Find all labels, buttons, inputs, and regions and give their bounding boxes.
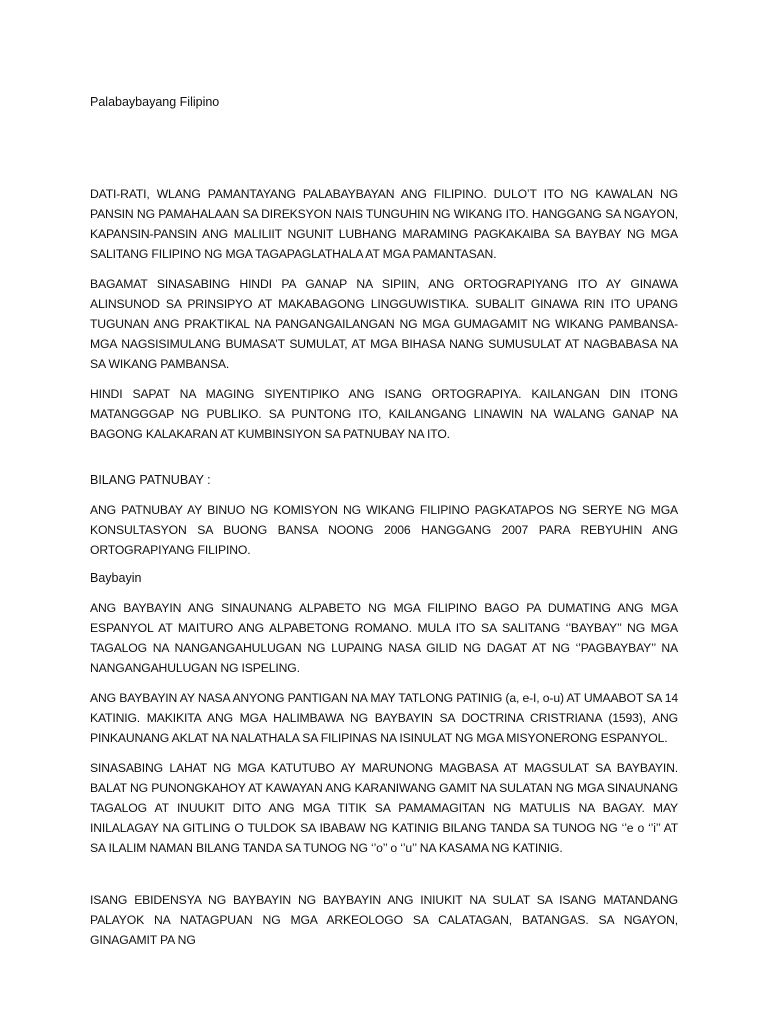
section-heading-bilang-patnubay: BILANG PATNUBAY :	[90, 473, 211, 487]
paragraph-bilang-patnubay: ANG PATNUBAY AY BINUO NG KOMISYON NG WIKANG FILIPINO PAGKATAPOS NG SERYE NG MGA KONSULTASYON SA BUONG BANSA NOONG 2006 HANGGANG 2007 PARA REBYUHIN ANG ORTOGRAPIYANG FILIPINO.	[90, 503, 678, 557]
document-content	[90, 94, 678, 950]
paragraph-baybayin-2: ANG BAYBAYIN AY NASA ANYONG PANTIGAN NA MAY TATLONG PATINIG (a, e-I, o-u) AT UMAABOT SA 14 KATINIG. MAKIKITA ANG MGA HALIMBAWA NG BAYBAYIN SA DOCTRINA CRISTRIANA (1593), ANG PINKAUNANG AKLAT NA NALATHALA SA FILIPINAS NA ISINULAT NG MGA MISYONERONG ESPANYOL.	[90, 691, 678, 745]
paragraph-intro-1: DATI-RATI, WLANG PAMANTAYANG PALABAYBAYAN ANG FILIPINO. DULO’T ITO NG KAWALAN NG PANSIN NG PAMAHALAAN SA DIREKSYON NAIS TUNGUHIN NG WIKANG ITO. HANGGANG SA NGAYON, KAPANSIN-PANSIN ANG MALILIIT NGUNIT LUBHANG MARAMING PAGKAKAIBA SA BAYBAY NG MGA SALITANG FILIPINO NG MGA TAGAPAGLATHALA AT MGA PAMANTASAN.	[90, 187, 678, 261]
paragraph-intro-2: BAGAMAT SINASABING HINDI PA GANAP NA SIPIIN, ANG ORTOGRAPIYANG ITO AY GINAWA ALINSUNOD SA PRINSIPYO AT MAKABAGONG LINGGUWISTIKA. SUBALIT GINAWA RIN ITO UPANG TUGUNAN ANG PRAKTIKAL NA PANGANGAILANGAN NG MGA GUMAGAMIT NG WIKANG PAMBANSA- MGA NAGSISIMULANG BUMASA’T SUMULAT, AT MGA BIHASA NANG SUMUSULAT AT NAGBABASA NA SA WIKANG PAMBANSA.	[90, 277, 678, 371]
paragraph-intro-3: HINDI SAPAT NA MAGING SIYENTIPIKO ANG ISANG ORTOGRAPIYA. KAILANGAN DIN ITONG MATANGGGAP NG PUBLIKO. SA PUNTONG ITO, KAILANGANG LINAWIN NA WALANG GANAP NA BAGONG KALAKARAN AT KUMBINSIYON SA PATNUBAY NA ITO.	[90, 387, 678, 441]
paragraph-baybayin-1: ANG BAYBAYIN ANG SINAUNANG ALPABETO NG MGA FILIPINO BAGO PA DUMATING ANG MGA ESPANYOL AT MAITURO ANG ALPABETONG ROMANO. MULA ITO SA SALITANG ‘’BAYBAY’’ NG MGA TAGALOG NA NANGANGAHULUGAN NG LUPAING NASA GILID NG DAGAT AT NG ‘’PAGBAYBAY’’ NA NANGANGAHULUGAN NG ISPELING.	[90, 601, 678, 675]
paragraph-baybayin-4: ISANG EBIDENSYA NG BAYBAYIN NG BAYBAYIN ANG INIUKIT NA SULAT SA ISANG MATANDANG PALAYOK NA NATAGPUAN NG MGA ARKEOLOGO SA CALATAGAN, BATANGAS. SA NGAYON, GINAGAMIT PA NG	[90, 893, 678, 947]
document-title: Palabaybayang Filipino	[90, 95, 220, 109]
section-heading-baybayin: Baybayin	[90, 571, 142, 585]
paragraph-baybayin-3: SINASABING LAHAT NG MGA KATUTUBO AY MARUNONG MAGBASA AT MAGSULAT SA BAYBAYIN. BALAT NG PUNONGKAHOY AT KAWAYAN ANG KARANIWANG GAMIT NA SULATAN NG MGA SINAUNANG TAGALOG AT INUUKIT DITO ANG MGA TITIK SA PAMAMAGITAN NG MATULIS NA BAGAY. MAY INILALAGAY NA GITLING O TULDOK SA IBABAW NG KATINIG BILANG TANDA SA TUNOG NG ‘’e o ‘’i’’ AT SA ILALIM NAMAN BILANG TANDA SA TUNOG NG ‘’o’’ o ‘’u’’ NA KASAMA NG KATINIG.	[90, 761, 678, 855]
